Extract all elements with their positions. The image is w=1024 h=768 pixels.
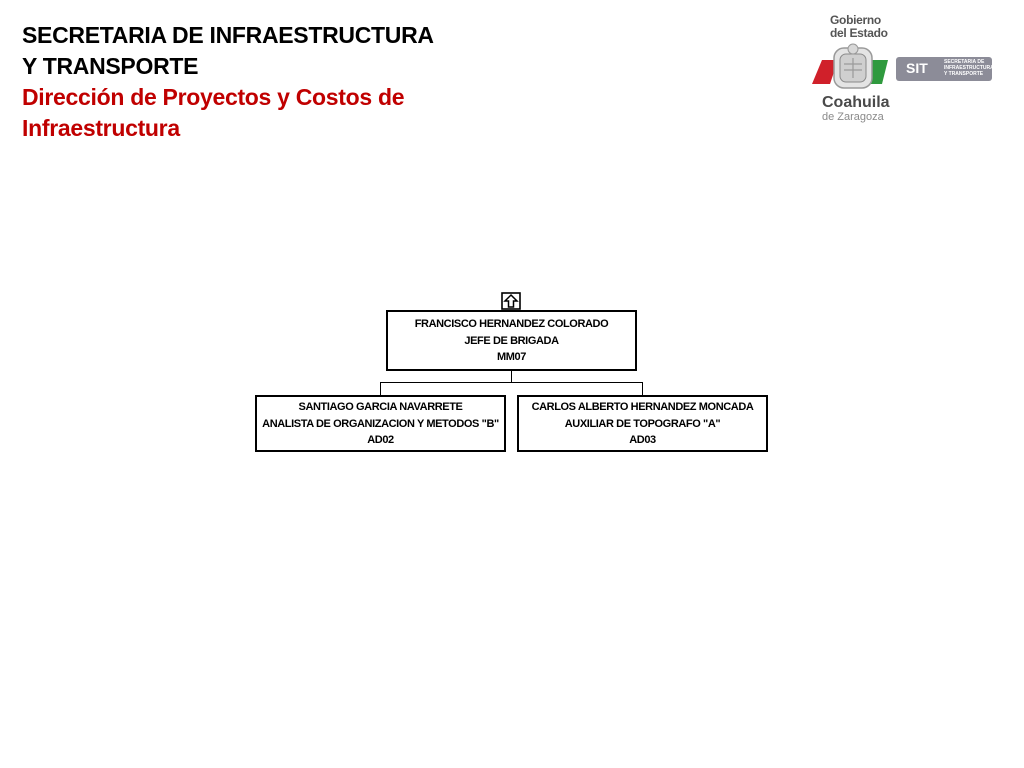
child-right-position: AUXILIAR DE TOPOGRAFO "A": [564, 417, 721, 430]
connector-left-drop: [380, 382, 381, 395]
child-right-code: AD03: [629, 434, 656, 446]
page-title: [22, 20, 442, 144]
title-secretaria: SECRETARIA DE INFRAESTRUCTURA: [22, 22, 434, 48]
child-right-name: CARLOS ALBERTO HERNANDEZ MONCADA: [531, 401, 754, 413]
logo-gobierno-text: [830, 14, 888, 40]
head-position: JEFE DE BRIGADA: [464, 334, 559, 347]
head-code: MM07: [497, 351, 526, 363]
up-arrow-icon[interactable]: [501, 292, 521, 310]
child-left-name: SANTIAGO GARCIA NAVARRETE: [298, 401, 463, 413]
connector-right-drop: [642, 382, 643, 395]
title-transporte: Y TRANSPORTE: [22, 53, 199, 79]
logo-gobierno: Gobierno: [830, 13, 881, 27]
child-left-code: AD02: [367, 434, 394, 446]
org-node-head: [386, 310, 637, 371]
logo-zaragoza: de Zaragoza: [822, 111, 884, 123]
org-node-child-left: [255, 395, 506, 452]
connector-horizontal: [380, 382, 643, 383]
sit-badge: [896, 57, 992, 81]
title-direccion: Dirección de Proyectos y Costos de: [22, 84, 405, 110]
child-left-position: ANALISTA DE ORGANIZACION Y METODOS "B": [262, 417, 499, 430]
government-logo: [808, 12, 998, 128]
logo-del-estado: del Estado: [830, 26, 888, 40]
sit-subtitle: SECRETARIA DE INFRAESTRUCTURA Y TRANSPORTE: [944, 59, 994, 77]
title-infraestructura: Infraestructura: [22, 115, 180, 141]
coat-of-arms-icon: [808, 40, 900, 96]
sit-label: SIT: [906, 60, 928, 76]
org-node-child-right: [517, 395, 768, 452]
logo-coahuila: Coahuila: [822, 94, 890, 111]
head-name: FRANCISCO HERNANDEZ COLORADO: [414, 318, 609, 330]
